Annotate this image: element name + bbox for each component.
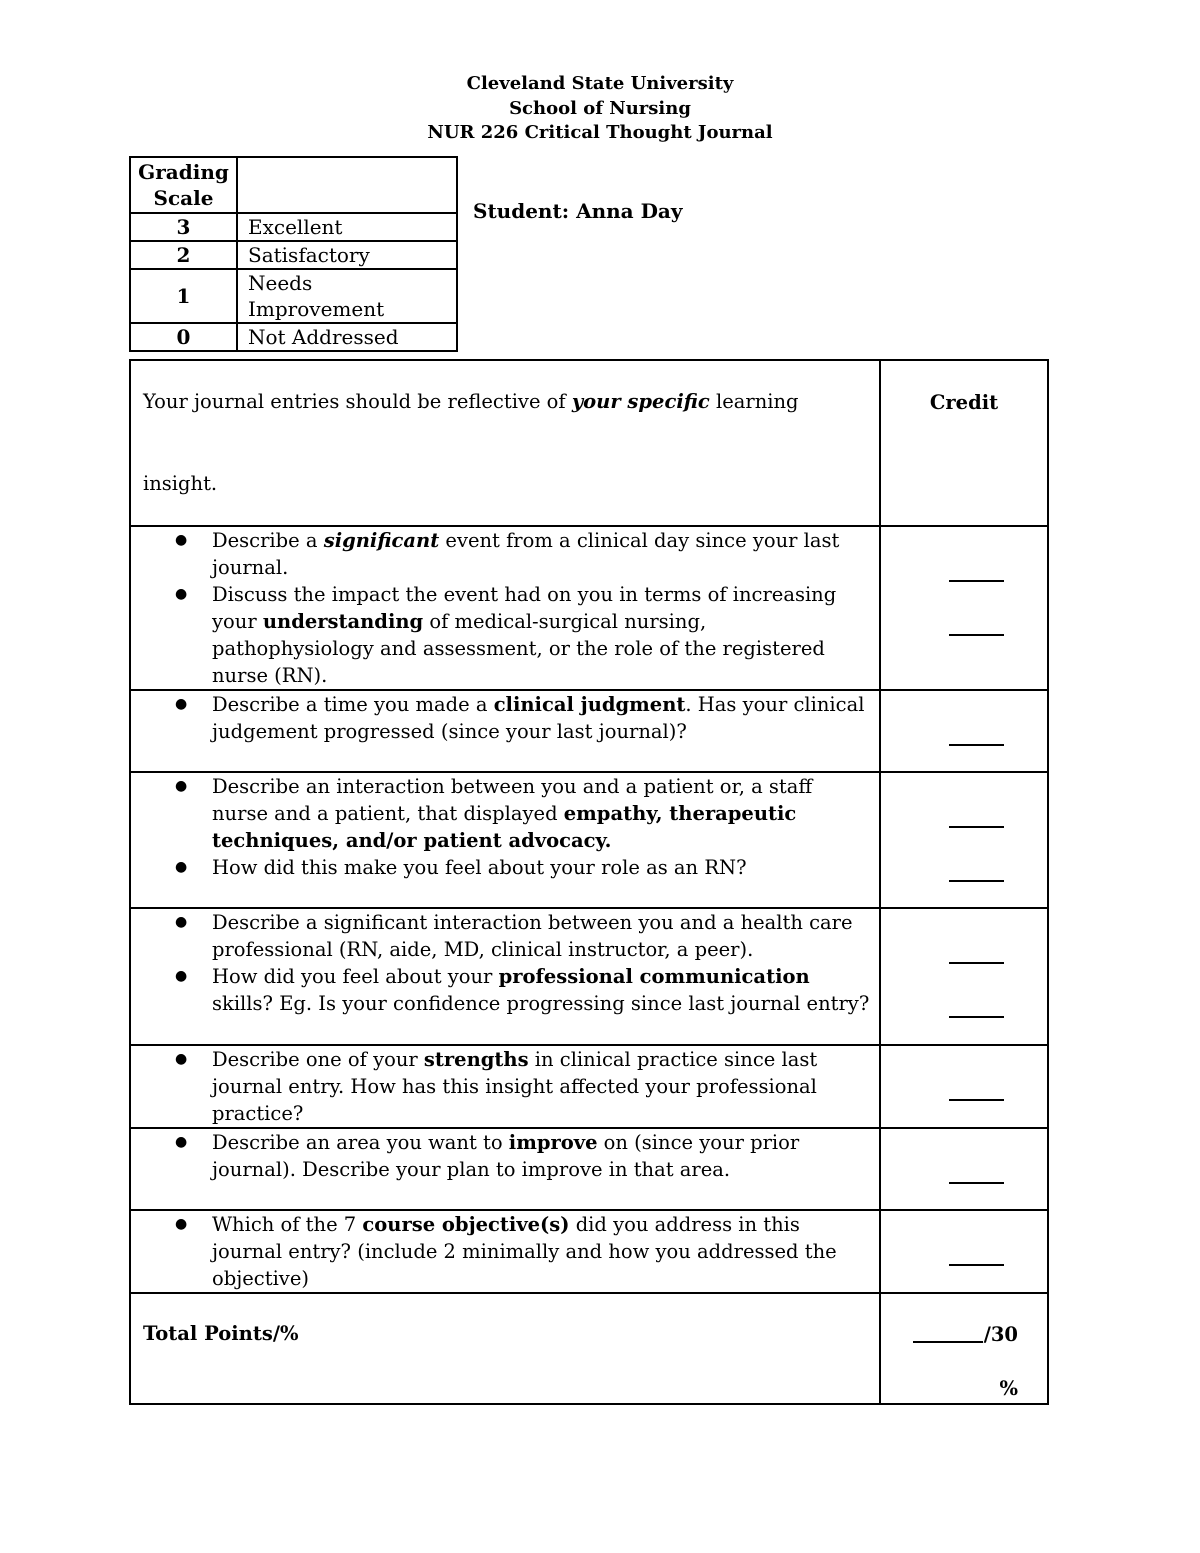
scale-score: 1: [130, 269, 237, 323]
criterion-item: [131, 1046, 879, 1127]
criterion-text-end: event from a clinical day since your last journal.: [212, 529, 840, 579]
criterion-emphasis: significant: [323, 529, 440, 552]
criterion-list: [131, 1129, 879, 1183]
criterion-list: [131, 1211, 879, 1292]
total-points-blank[interactable]: [913, 1341, 983, 1343]
criterion-item: [131, 909, 879, 963]
criterion-cell: [130, 690, 880, 772]
criterion-cell: [130, 772, 880, 908]
criterion-text: Describe a time you made a: [212, 693, 494, 716]
criterion-emphasis: strengths: [423, 1048, 529, 1071]
criterion-text: Describe a: [212, 529, 324, 552]
criterion-text: Discuss the impact the event had on you in terms of increasing your: [212, 583, 837, 633]
student-label: Student:: [473, 199, 570, 223]
criterion-cell: [130, 1128, 880, 1210]
credit-blank[interactable]: [949, 962, 1004, 964]
student-name: Anna Day: [576, 199, 683, 223]
scale-label: Needs Improvement: [237, 269, 457, 323]
criterion-item: [131, 1129, 879, 1183]
total-credit-cell: [880, 1293, 1048, 1404]
rubric-intro-cell: [130, 360, 880, 526]
criterion-emphasis: course objective(s): [362, 1213, 570, 1236]
student-line: [473, 198, 683, 224]
rubric-intro: [131, 361, 879, 525]
credit-blank[interactable]: [949, 1182, 1004, 1184]
criterion-text: Describe an area you want to: [212, 1131, 509, 1154]
total-label: Total Points/%: [143, 1322, 299, 1345]
grading-scale-heading: Grading Scale: [130, 157, 237, 213]
credit-blank[interactable]: [949, 880, 1004, 882]
criterion-emphasis: clinical judgment: [493, 693, 686, 716]
criterion-text-end: skills? Eg. Is your confidence progressing since last journal entry?: [212, 992, 870, 1015]
credit-blank[interactable]: [949, 580, 1004, 582]
criterion-item: [131, 773, 879, 854]
credit-blank[interactable]: [949, 1016, 1004, 1018]
scale-label: Satisfactory: [237, 241, 457, 269]
total-percent: %: [999, 1377, 1018, 1400]
total-label-cell: [130, 1293, 880, 1404]
grading-scale-table: [129, 156, 458, 352]
scale-score: 3: [130, 213, 237, 241]
criterion-text-end: did you address in this journal entry? (include 2 minimally and how you addressed the objective): [212, 1213, 837, 1290]
criterion-text: How did you feel about your: [212, 965, 499, 988]
grading-scale-blank-cell: [237, 157, 457, 213]
criterion-emphasis: improve: [508, 1131, 598, 1154]
credit-cell: [880, 908, 1048, 1045]
criterion-cell: [130, 1210, 880, 1293]
credit-cell: [880, 526, 1048, 690]
scale-label: Not Addressed: [237, 323, 457, 351]
credit-cell: [880, 1045, 1048, 1128]
credit-blank[interactable]: [949, 744, 1004, 746]
criterion-text-end: of medical-surgical nursing, pathophysiology and assessment, or the role of the registered nurse (RN).: [212, 610, 825, 687]
criterion-text-end: in clinical practice since last journal entry. How has this insight affected your professional practice?: [212, 1048, 818, 1125]
criterion-list: [131, 1046, 879, 1127]
credit-blank[interactable]: [949, 634, 1004, 636]
credit-cell: [880, 772, 1048, 908]
criterion-list: [131, 773, 879, 881]
total-points: [882, 1321, 1046, 1348]
criterion-text-end: on (since your prior journal). Describe your plan to improve in that area.: [212, 1131, 800, 1181]
criterion-item: [131, 581, 879, 689]
intro-emphasis: your specific: [571, 390, 710, 413]
criterion-item: [131, 1211, 879, 1292]
credit-blank[interactable]: [949, 1264, 1004, 1266]
scale-score: 2: [130, 241, 237, 269]
scale-score: 0: [130, 323, 237, 351]
criterion-text: Describe one of your: [212, 1048, 424, 1071]
credit-heading: Credit: [929, 391, 999, 414]
criterion-cell: [130, 1045, 880, 1128]
criterion-text: How did this make you feel about your role as an RN?: [212, 856, 747, 879]
criterion-item: [131, 854, 879, 881]
criterion-item: [131, 963, 879, 1017]
criterion-list: [131, 527, 879, 689]
credit-blank[interactable]: [949, 826, 1004, 828]
credit-cell: [880, 1210, 1048, 1293]
intro-text: Your journal entries should be reflective of: [143, 390, 572, 413]
credit-heading-cell: [880, 360, 1048, 526]
criterion-list: [131, 909, 879, 1017]
university-title: Cleveland State University: [466, 73, 734, 94]
criterion-item: [131, 691, 879, 745]
criterion-cell: [130, 526, 880, 690]
criterion-text: Describe a significant interaction between you and a health care professional (RN, aide, MD, clinical instructor, a peer).: [212, 911, 853, 961]
school-title: School of Nursing: [509, 98, 691, 119]
criterion-emphasis: professional communication: [498, 965, 810, 988]
criterion-text: Which of the 7: [212, 1213, 363, 1236]
total-out-of: /30: [983, 1323, 1018, 1346]
criterion-list: [131, 691, 879, 745]
criterion-emphasis: understanding: [262, 610, 424, 633]
credit-cell: [880, 1128, 1048, 1210]
credit-cell: [880, 690, 1048, 772]
intro-text-end: learning insight.: [143, 390, 799, 495]
rubric-table: [129, 359, 1049, 1405]
criterion-item: [131, 527, 879, 581]
course-title: NUR 226 Critical Thought Journal: [427, 122, 773, 143]
scale-label: Excellent: [237, 213, 457, 241]
criterion-text: Describe an interaction between you and a patient or, a staff nurse and a patient, that displayed: [212, 775, 813, 825]
criterion-text-end: . Has your clinical judgement progressed (since your last journal)?: [212, 693, 865, 743]
criterion-cell: [130, 908, 880, 1045]
criterion-emphasis: empathy, therapeutic techniques, and/or patient advocacy.: [212, 802, 797, 852]
credit-blank[interactable]: [949, 1099, 1004, 1101]
